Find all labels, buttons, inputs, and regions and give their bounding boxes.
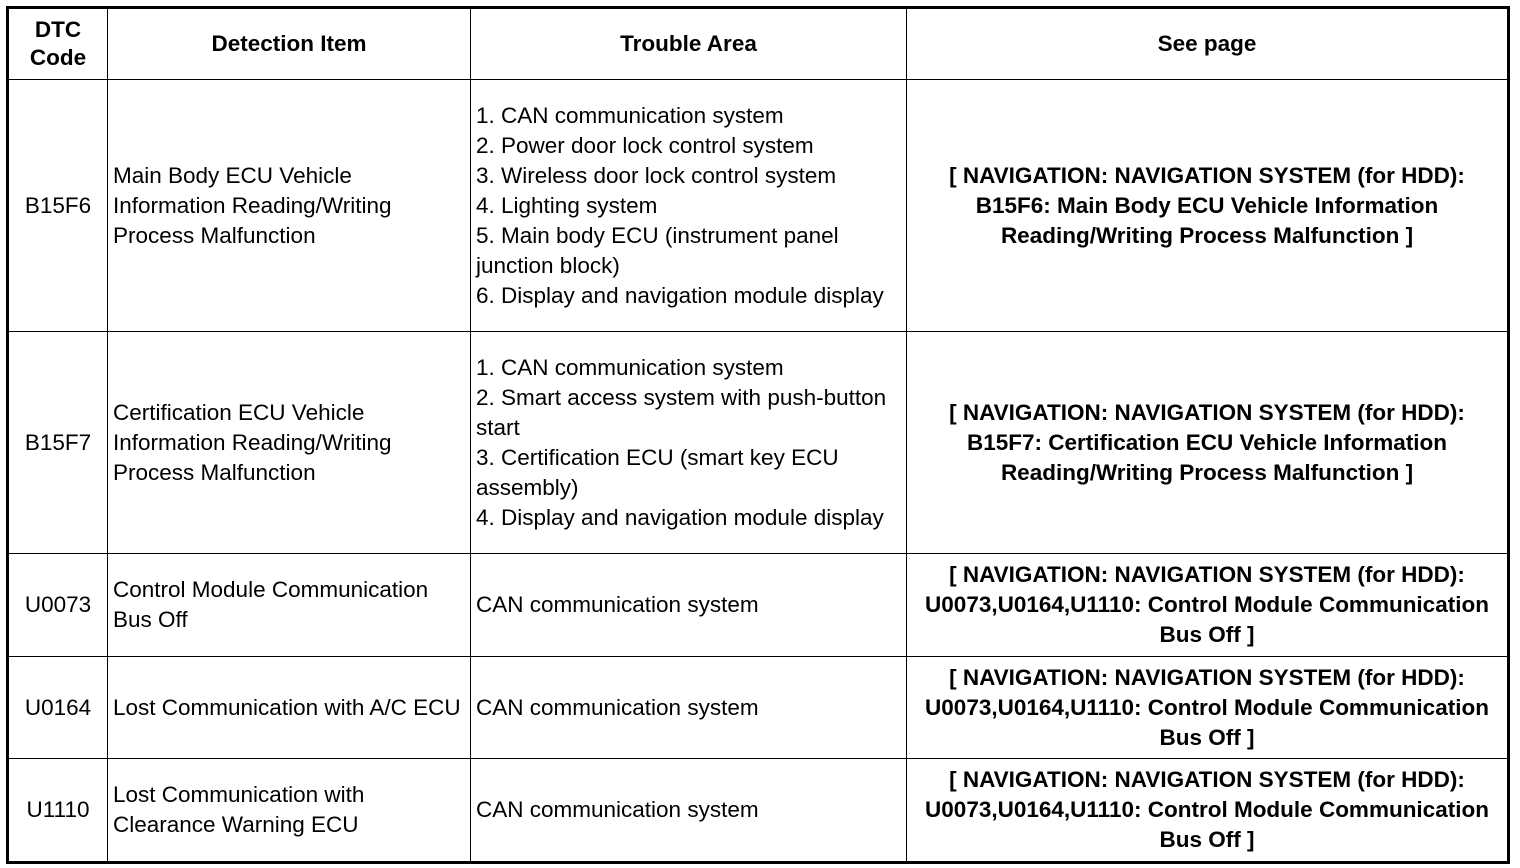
header-row xyxy=(8,8,1509,80)
detection-item-cell: Main Body ECU Vehicle Information Reading/Writing Process Malfunction xyxy=(108,80,471,332)
detection-item-cell: Lost Communication with Clearance Warning ECU xyxy=(108,759,471,863)
dtc-code-cell: B15F6 xyxy=(8,80,108,332)
dtc-code-cell: U0073 xyxy=(8,554,108,657)
see-page-link[interactable]: [ NAVIGATION: NAVIGATION SYSTEM (for HDD): U0073,U0164,U1110: Control Module Communication Bus Off ] xyxy=(907,759,1509,863)
detection-item-cell: Certification ECU Vehicle Information Reading/Writing Process Malfunction xyxy=(108,332,471,554)
see-page-link[interactable]: [ NAVIGATION: NAVIGATION SYSTEM (for HDD): U0073,U0164,U1110: Control Module Communication Bus Off ] xyxy=(907,657,1509,759)
header-dtc-code xyxy=(8,8,108,80)
trouble-area-cell: CAN communication system xyxy=(471,657,907,759)
trouble-area-item: 1. CAN communication system xyxy=(476,354,784,380)
header-detection-item: Detection Item xyxy=(108,8,471,80)
trouble-area-cell xyxy=(471,80,907,332)
table-row xyxy=(8,80,1509,332)
table-row xyxy=(8,554,1509,657)
detection-item-cell: Lost Communication with A/C ECU xyxy=(108,657,471,759)
trouble-area-item: 5. Main body ECU (instrument panel junction block) xyxy=(476,222,839,278)
trouble-area-cell xyxy=(471,332,907,554)
detection-item-cell: Control Module Communication Bus Off xyxy=(108,554,471,657)
trouble-area-item: 3. Wireless door lock control system xyxy=(476,162,837,188)
trouble-area-item: 1. CAN communication system xyxy=(476,102,784,128)
trouble-area-item: 6. Display and navigation module display xyxy=(476,282,884,308)
see-page-link[interactable]: [ NAVIGATION: NAVIGATION SYSTEM (for HDD): B15F6: Main Body ECU Vehicle Information Reading/Writing Process Malfunction ] xyxy=(907,80,1509,332)
trouble-area-item: 4. Lighting system xyxy=(476,192,658,218)
trouble-area-item: 2. Power door lock control system xyxy=(476,132,814,158)
table-row xyxy=(8,759,1509,863)
trouble-area-item: 3. Certification ECU (smart key ECU assembly) xyxy=(476,444,839,500)
trouble-area-cell: CAN communication system xyxy=(471,759,907,863)
table-row xyxy=(8,657,1509,759)
header-trouble-area: Trouble Area xyxy=(471,8,907,80)
dtc-code-cell: U0164 xyxy=(8,657,108,759)
see-page-link[interactable]: [ NAVIGATION: NAVIGATION SYSTEM (for HDD): U0073,U0164,U1110: Control Module Communication Bus Off ] xyxy=(907,554,1509,657)
table-row xyxy=(8,332,1509,554)
dtc-code-cell: U1110 xyxy=(8,759,108,863)
header-dtc-code-line1: DTC xyxy=(34,17,82,42)
see-page-link[interactable]: [ NAVIGATION: NAVIGATION SYSTEM (for HDD): B15F7: Certification ECU Vehicle Information Reading/Writing Process Malfunction ] xyxy=(907,332,1509,554)
header-dtc-code-line2: Code xyxy=(29,45,87,70)
dtc-code-cell: B15F7 xyxy=(8,332,108,554)
header-see-page: See page xyxy=(907,8,1509,80)
trouble-area-cell: CAN communication system xyxy=(471,554,907,657)
trouble-area-item: 4. Display and navigation module display xyxy=(476,504,884,530)
dtc-table xyxy=(6,6,1510,864)
trouble-area-item: 2. Smart access system with push-button start xyxy=(476,384,887,440)
